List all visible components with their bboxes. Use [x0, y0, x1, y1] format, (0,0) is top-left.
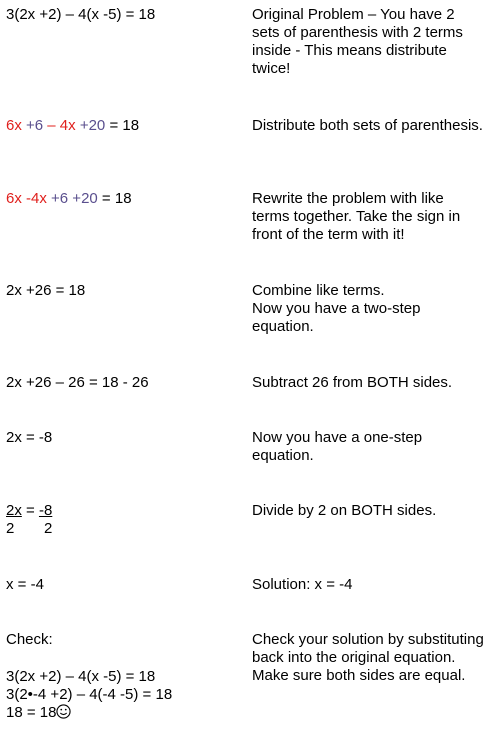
step3-note: Rewrite the problem with like terms together. Take the sign in front of the term with it!	[252, 190, 461, 243]
step8-math: x = -4	[6, 576, 44, 593]
fraction-left	[6, 502, 22, 538]
step7-math	[6, 502, 246, 538]
check-label: Check:	[6, 631, 53, 648]
term-plus20: +20	[75, 117, 106, 134]
step6-note: Now you have a one-step equation.	[252, 429, 423, 464]
term-6x: 6x	[6, 190, 22, 207]
step1-math: 3(2x +2) – 4(x -5) = 18	[6, 6, 156, 23]
step8-note: Solution: x = -4	[252, 576, 353, 593]
term-6x: 6x	[6, 117, 22, 134]
step3-math	[6, 190, 246, 208]
term-plus20: +20	[68, 190, 98, 207]
step2-math	[6, 117, 246, 135]
step5-note: Subtract 26 from BOTH sides.	[252, 374, 453, 391]
step7-note: Divide by 2 on BOTH sides.	[252, 502, 437, 519]
step4-note	[252, 282, 484, 336]
term-minus4x: – 4x	[43, 117, 76, 134]
fraction-left-numerator: 2x	[6, 502, 22, 519]
term-equals18: = 18	[97, 190, 132, 207]
check-note: Check your solution by substituting back into the original equation. Make sure both sides are equal.	[252, 631, 484, 684]
check-line3	[6, 704, 246, 722]
fraction-right	[39, 502, 52, 538]
equals-sign: =	[26, 502, 35, 519]
step5-math: 2x +26 – 26 = 18 - 26	[6, 374, 149, 391]
term-plus6: +6	[46, 190, 69, 207]
step6-math: 2x = -8	[6, 429, 53, 446]
smiley-face-icon	[56, 704, 71, 719]
term-equals18: = 18	[105, 117, 140, 134]
term-minus4x: -4x	[21, 190, 47, 207]
check-line3-text: 18 = 18	[6, 704, 57, 721]
check-line1: 3(2x +2) – 4(x -5) = 18	[6, 668, 156, 685]
step1-note: Original Problem – You have 2 sets of parenthesis with 2 terms inside - This means distribute twice!	[252, 6, 463, 77]
check-line2: 3(2•-4 +2) – 4(-4 -5) = 18	[6, 686, 173, 703]
term-plus6: +6	[21, 117, 44, 134]
fraction-right-numerator: -8	[38, 502, 53, 519]
step4-note-line1: Combine like terms.	[252, 282, 385, 299]
step4-note-line2: Now you have a two-step equation.	[252, 300, 421, 335]
step4-math: 2x +26 = 18	[6, 282, 86, 299]
fraction-right-denominator: 2	[43, 520, 53, 537]
fraction-left-denominator: 2	[6, 520, 15, 537]
step2-note: Distribute both sets of parenthesis.	[252, 117, 483, 134]
